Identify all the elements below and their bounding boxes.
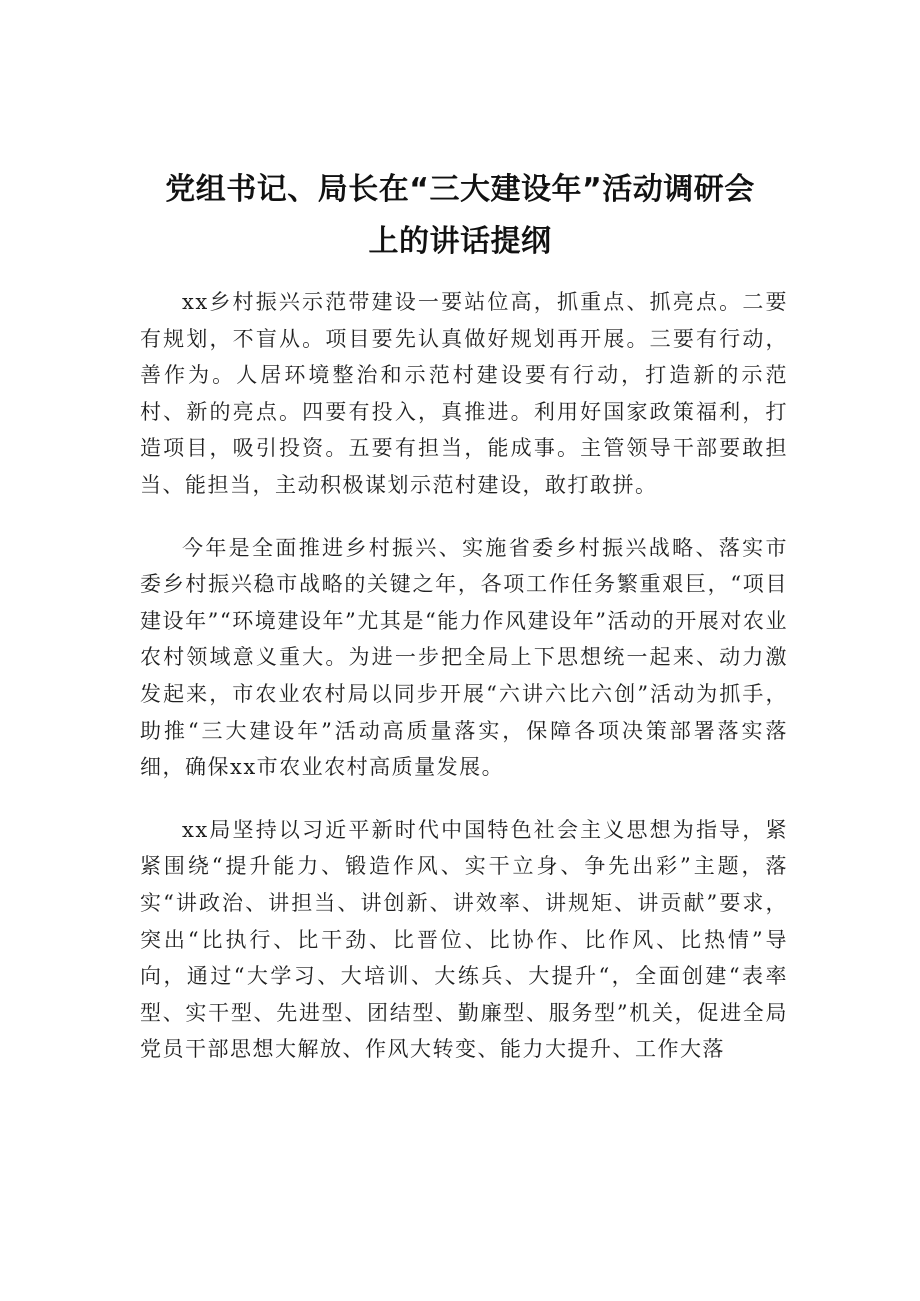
document-body	[140, 284, 788, 1094]
document-title	[110, 164, 810, 268]
title-line-1: 党组书记、局长在“三大建设年”活动调研会	[165, 172, 755, 207]
title-line-2: 上的讲话提纲	[368, 224, 552, 259]
paragraph-2: 今年是全面推进乡村振兴、实施省委乡村振兴战略、落实市委乡村振兴稳市战略的关键之年，各项工作任务繁重艰巨，“项目建设年”“环境建设年”尤其是“能力作风建设年”活动的开展对农业农村领域意义重大。为进一步把全局上下思想统一起来、动力激发起来，市农业农村局以同步开展“六讲六比六创”活动为抓手，助推“三大建设年”活动高质量落实，保障各项决策部署落实落细，确保xx市农业农村高质量发展。	[140, 535, 788, 780]
paragraph-3: xx局坚持以习近平新时代中国特色社会主义思想为指导，紧紧围绕“提升能力、锻造作风、实干立身、争先出彩”主题，落实“讲政治、讲担当、讲创新、讲效率、讲规矩、讲贡献”要求，突出“比执行、比干劲、比晋位、比协作、比作风、比热情”导向，通过“大学习、大培训、大练兵、大提升“，全面创建“表率型、实干型、先进型、团结型、勤廉型、服务型”机关，促进全局党员干部思想大解放、作风大转变、能力大提升、工作大落	[140, 817, 788, 1062]
paragraph-1: xx乡村振兴示范带建设一要站位高，抓重点、抓亮点。二要有规划，不盲从。项目要先认真做好规划再开展。三要有行动，善作为。人居环境整治和示范村建设要有行动，打造新的示范村、新的亮点。四要有投入，真推进。利用好国家政策福利，打造项目，吸引投资。五要有担当，能成事。主管领导干部要敢担当、能担当，主动积极谋划示范村建设，敢打敢拼。	[140, 290, 788, 497]
